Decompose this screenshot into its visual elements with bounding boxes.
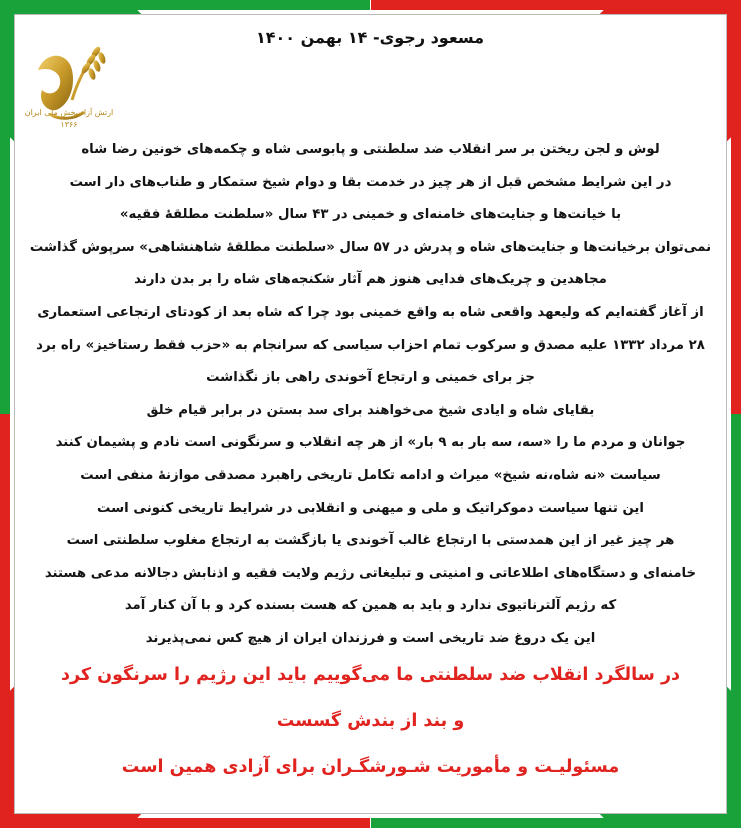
closing-line-2: و بند از بندش گسست bbox=[276, 711, 465, 731]
statement-line: لوش و لجن ریختن بر سر انقلاب ضد سلطنتی و پابوسی شاه و چکمه‌های خونین رضا شاه bbox=[81, 142, 660, 157]
statement-line: هر چیز غیر از این همدستی با ارتجاع غالب آخوندی یا بازگشت به ارتجاع مغلوب سلطنتی است bbox=[66, 533, 675, 549]
closing-line-3: مسئولیـت و مأموریت شـورشگـران برای آزادی همین است bbox=[121, 757, 620, 777]
page-title: مسعود رجوی- ۱۴ بهمن ۱۴۰۰ bbox=[255, 28, 485, 47]
statement-line: این یک دروغ ضد تاریخی است و فرزندان ایران از هیچ کس نمی‌پذیرند bbox=[145, 630, 596, 646]
logo-year: ۱۳۶۶ bbox=[60, 120, 78, 129]
statement-line: ۲۸ مرداد ۱۳۳۲ علیه مصدق و سرکوب تمام احزاب سیاسی که سرانجام به «حزب فقط رستاخیز» راه برد bbox=[36, 337, 705, 353]
statement-body bbox=[28, 134, 713, 656]
statement-line: که رژیم آلترناتیوی ندارد و باید به همین که هست بسنده کرد و با آن کنار آمد bbox=[124, 598, 617, 614]
statement-line: با خیانت‌ها و جنایت‌های خامنه‌ای و خمینی در ۴۳ سال «سلطنت مطلقهٔ فقیه» bbox=[119, 207, 622, 223]
logo-caption: ارتش آزادیبخش ملی ایران bbox=[24, 108, 114, 117]
closing-statement bbox=[28, 652, 713, 790]
statement-line: نمی‌توان برخیانت‌ها و جنایت‌های شاه و پدرش در ۵۷ سال «سلطنت مطلقهٔ شاهنشاهی» سرپوش گذاشت bbox=[29, 239, 712, 255]
statement-line: در این شرایط مشخص قبل از هر چیز در خدمت بقا و دوام شیخ ستمکار و طناب‌های دار است bbox=[69, 174, 672, 190]
statement-line: جوانان و مردم ما را «سه، سه بار به ۹ بار» از هر چه انقلاب و سرنگونی است نادم و پشیمان کنند bbox=[55, 435, 686, 451]
statement-line: مجاهدین و چریک‌های فدایی هنوز هم آثار شکنجه‌های شاه را بر بدن دارند bbox=[134, 272, 607, 288]
statement-line: سیاست «نه شاه،نه شیخ» میراث و ادامه تکامل تاریخی راهبرد مصدقی موازنهٔ منفی است bbox=[80, 467, 661, 483]
statement-line: این تنها سیاست دموکراتیک و ملی و میهنی و انقلابی در شرایط تاریخی کنونی است bbox=[97, 500, 644, 516]
statement-line: جز برای خمینی و ارتجاع آخوندی راهی باز نگذاشت bbox=[206, 370, 535, 386]
closing-line-1: در سالگرد انقلاب ضد سلطنتی ما می‌گوییم باید این رژیم را سرنگون کرد bbox=[61, 665, 680, 685]
statement-line: بقایای شاه و ایادی شیخ می‌خواهند برای سد بستن در برابر قیام خلق bbox=[146, 402, 595, 418]
statement-line: از آغاز گفته‌ایم که ولیعهد واقعی شاه به واقع خمینی بود چرا که شاه بعد از کودتای ارتجاعی استعماری bbox=[37, 304, 704, 320]
statement-line: خامنه‌ای و دستگاه‌های اطلاعاتی و امنیتی و تبلیغاتی رژیم ولایت فقیه و اذنابش دجالانه مدعی هستند bbox=[44, 565, 697, 581]
